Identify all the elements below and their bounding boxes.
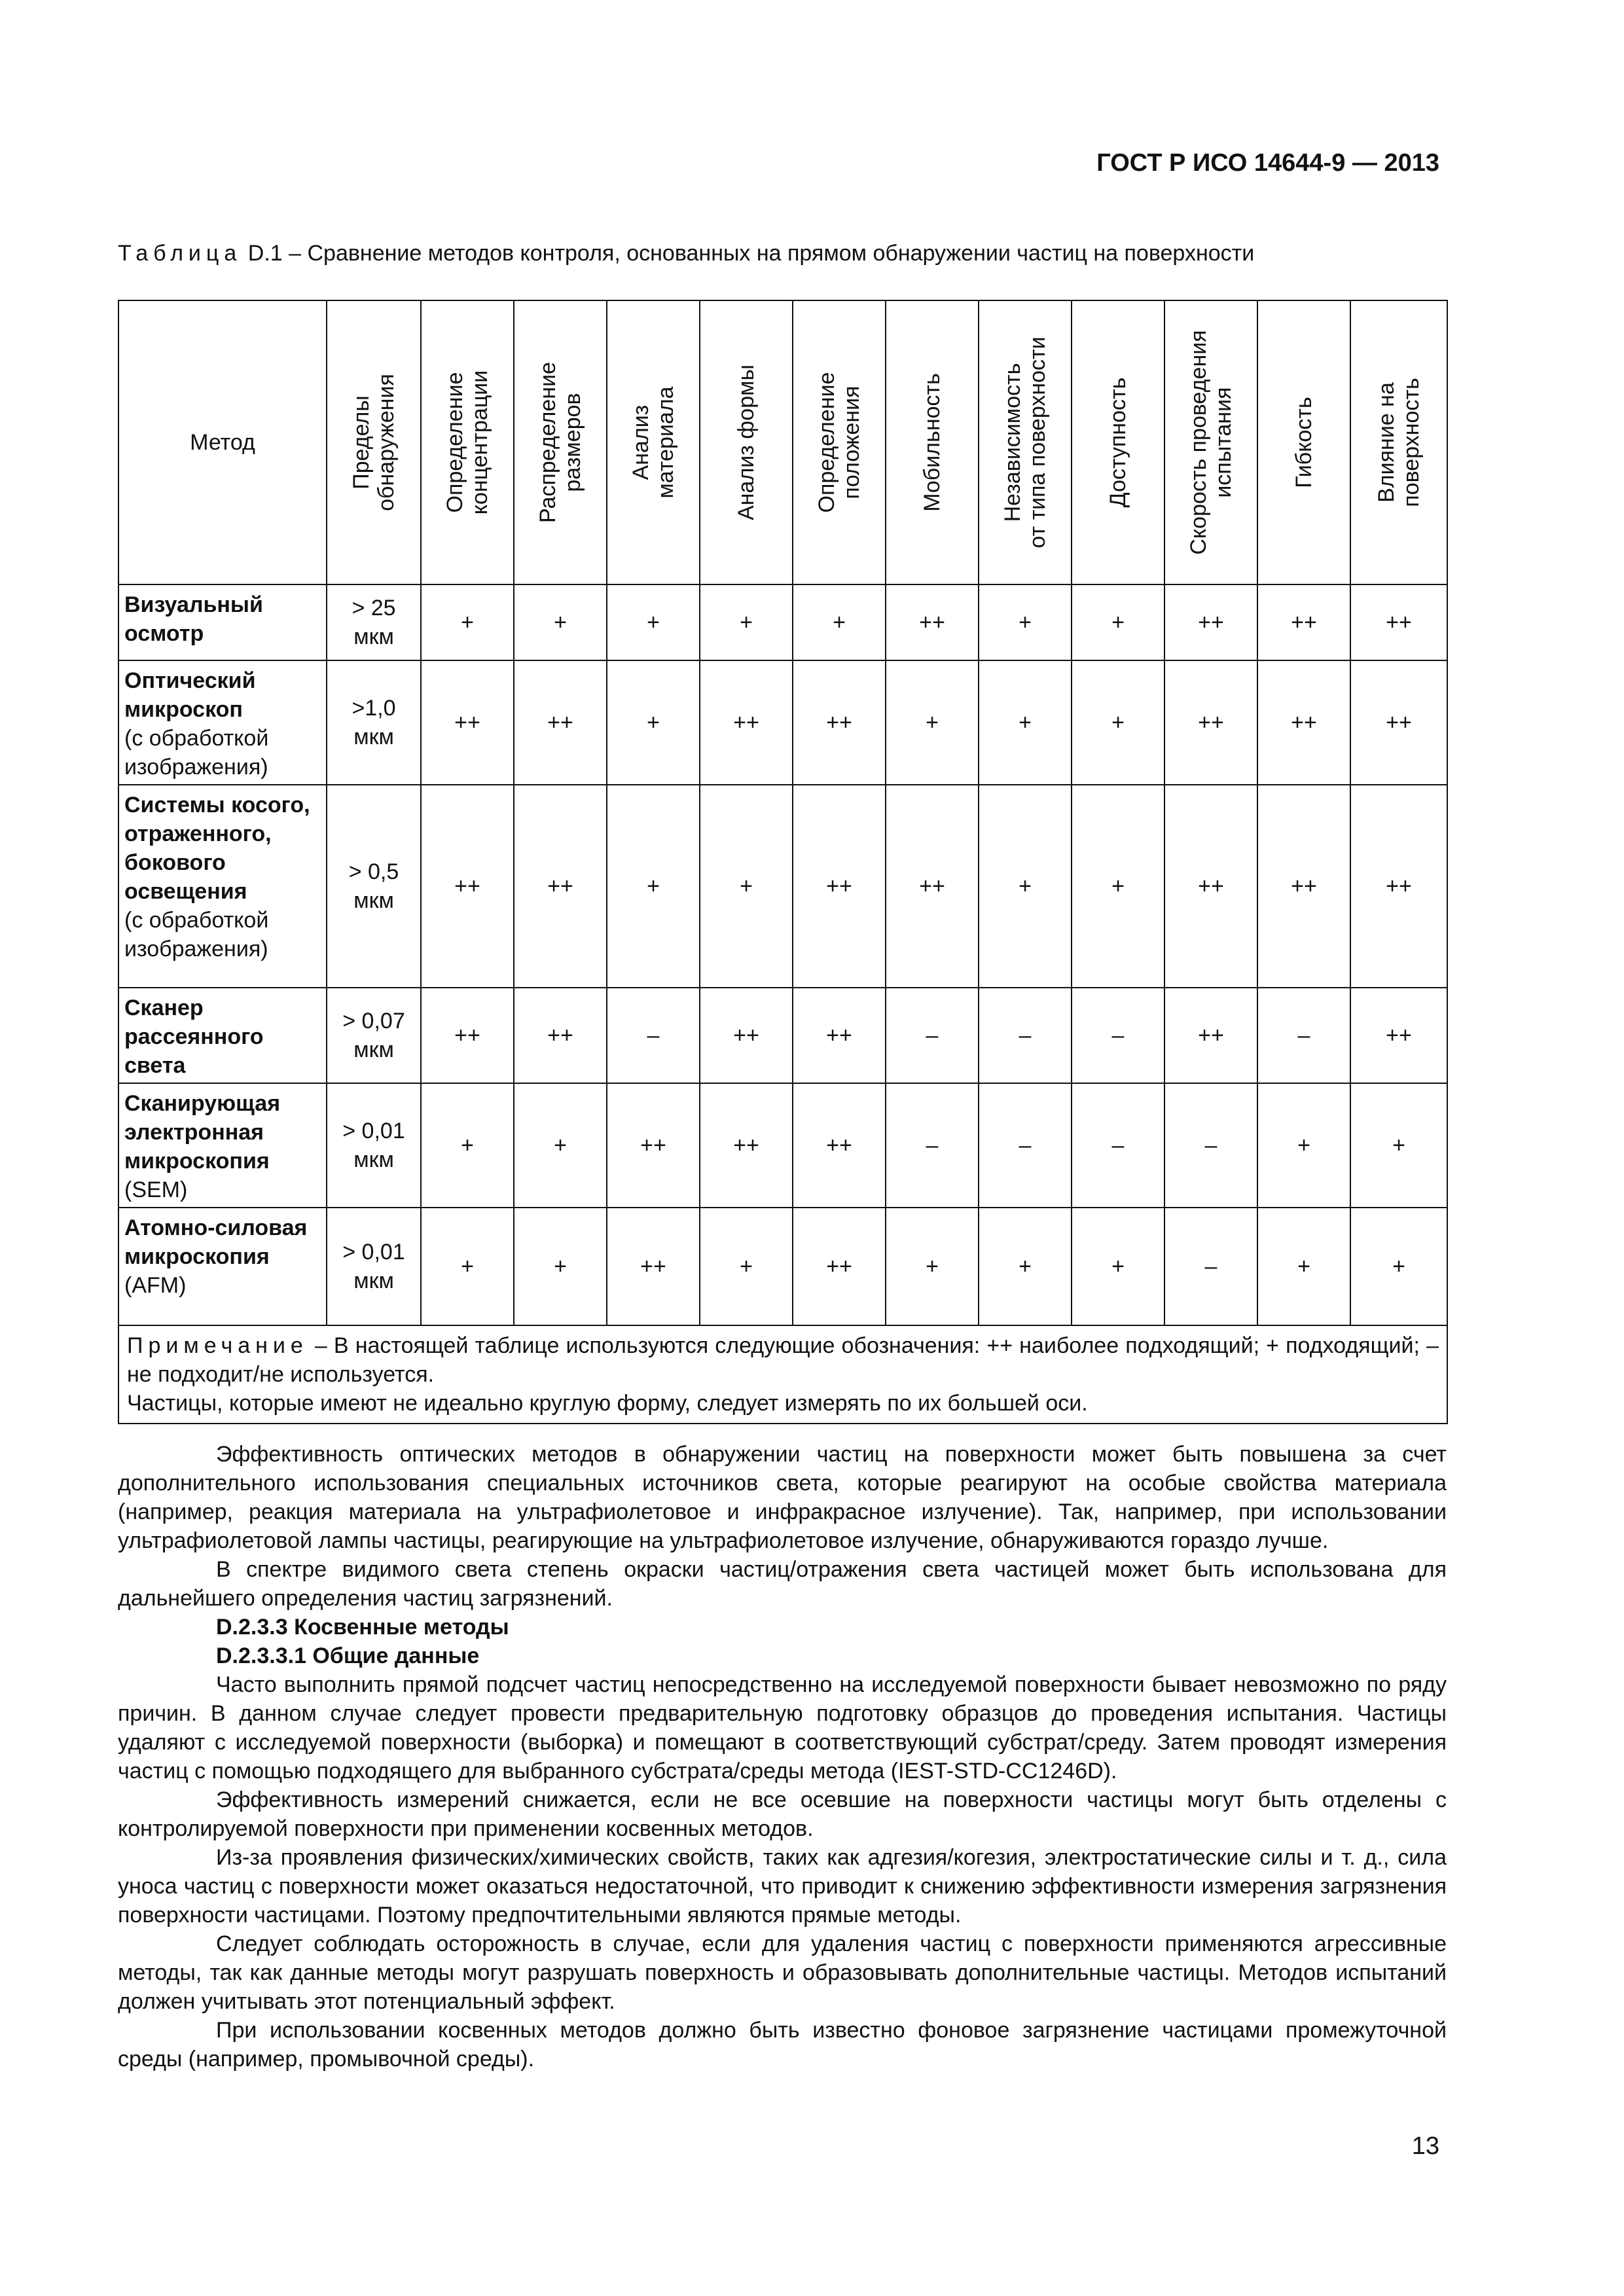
method-name: Оптический микроскоп — [124, 668, 256, 722]
page-number: 13 — [1411, 2132, 1439, 2160]
rating-cell: + — [421, 1083, 514, 1208]
rating-cell: – — [979, 988, 1072, 1083]
rating-cell: – — [886, 988, 979, 1083]
rating-cell: + — [793, 584, 886, 660]
rating-cell: + — [700, 584, 793, 660]
rating-cell: ++ — [421, 988, 514, 1083]
rating-cell: + — [421, 1208, 514, 1325]
method-cell — [118, 988, 327, 1083]
table-row — [118, 1083, 1447, 1208]
method-name: Визуальный осмотр — [124, 592, 263, 646]
caption-title: – Сравнение методов контроля, основанных на прямом обнаружении частиц на поверхности — [289, 241, 1255, 266]
rating-cell: + — [979, 785, 1072, 988]
rating-cell: ++ — [1164, 584, 1257, 660]
rating-cell: ++ — [1350, 584, 1447, 660]
rating-cell: – — [979, 1083, 1072, 1208]
rating-cell: ++ — [607, 1083, 700, 1208]
rating-cell: + — [1257, 1208, 1350, 1325]
column-header: Анализ материала — [607, 300, 700, 584]
rating-cell: + — [514, 1083, 607, 1208]
rating-cell: ++ — [1164, 660, 1257, 785]
table-row — [118, 785, 1447, 988]
rating-cell: ++ — [514, 785, 607, 988]
paragraph: Из-за проявления физических/химических свойств, таких как адгезия/когезия, электростатические силы и т. д., сила уноса частиц с поверхности может оказаться недостаточной, что приводит к снижению эффективности измерения загрязнения поверхности частицами. Поэтому предпочтительными являются прямые методы. — [118, 1845, 1447, 1928]
detection-limit-cell: > 0,01 мкм — [327, 1083, 421, 1208]
rating-cell: – — [1072, 1083, 1164, 1208]
method-note: (с обработкой изображения) — [124, 908, 269, 961]
body-text — [118, 1440, 1447, 2073]
rating-cell: + — [607, 584, 700, 660]
paragraph: Эффективность оптических методов в обнаружении частиц на поверхности может быть повышена за счет дополнительного использования специальных источников света, которые реагируют на особые свойства материала (например, реакция материала на ультрафиолетовое и инфракрасное излучение). Так, например, при использовании ультрафиолетовой лампы частицы, реагирующие на ультрафиолетовое излучение, обнаруживаются гораздо лучше. — [118, 1442, 1447, 1553]
column-header: Независимость от типа поверхности — [979, 300, 1072, 584]
rating-cell: – — [886, 1083, 979, 1208]
rating-cell: + — [1072, 584, 1164, 660]
rating-cell: ++ — [793, 785, 886, 988]
column-header: Определение концентрации — [421, 300, 514, 584]
detection-limit-cell: > 25 мкм — [327, 584, 421, 660]
rating-cell: ++ — [1350, 660, 1447, 785]
rating-cell: + — [979, 660, 1072, 785]
table-row — [118, 988, 1447, 1083]
method-note: (AFM) — [124, 1273, 187, 1298]
paragraph: При использовании косвенных методов должно быть известно фоновое загрязнение частицами промежуточной среды (например, промывочной среды). — [118, 2018, 1447, 2072]
note-label: Примечание — [127, 1333, 308, 1358]
rating-cell: + — [700, 1208, 793, 1325]
column-header: Влияние на поверхность — [1350, 300, 1447, 584]
detection-limit-cell: > 0,07 мкм — [327, 988, 421, 1083]
rating-cell: – — [1072, 988, 1164, 1083]
rating-cell: ++ — [700, 1083, 793, 1208]
rating-cell: ++ — [793, 988, 886, 1083]
caption-label: Таблица — [118, 241, 242, 266]
rating-cell: + — [1350, 1083, 1447, 1208]
note-text: – В настоящей таблице используются следующие обозначения: ++ наиболее подходящий; + подходящий; – не подходит/не используется. — [127, 1333, 1439, 1387]
method-column-header: Метод — [118, 300, 327, 584]
rating-cell: – — [1257, 988, 1350, 1083]
rating-cell: ++ — [793, 1208, 886, 1325]
rating-cell: ++ — [514, 988, 607, 1083]
rating-cell: + — [700, 785, 793, 988]
table-caption — [118, 241, 1254, 266]
rating-cell: – — [607, 988, 700, 1083]
rating-cell: + — [979, 1208, 1072, 1325]
rating-cell: + — [607, 785, 700, 988]
rating-cell: ++ — [421, 660, 514, 785]
rating-cell: ++ — [514, 660, 607, 785]
rating-cell: ++ — [700, 988, 793, 1083]
rating-cell: ++ — [700, 660, 793, 785]
rating-cell: + — [886, 1208, 979, 1325]
rating-cell: ++ — [1164, 785, 1257, 988]
rating-cell: ++ — [607, 1208, 700, 1325]
subsection-heading: D.2.3.3.1 Общие данные — [216, 1643, 480, 1668]
rating-cell: + — [514, 584, 607, 660]
note-line2: Частицы, которые имеют не идеально круглую форму, следует измерять по их большей оси. — [127, 1391, 1088, 1416]
rating-cell: ++ — [1257, 584, 1350, 660]
rating-cell: ++ — [793, 1083, 886, 1208]
method-name: Атомно-силовая микроскопия — [124, 1215, 308, 1269]
method-note: (с обработкой изображения) — [124, 726, 269, 780]
column-header: Доступность — [1072, 300, 1164, 584]
paragraph: В спектре видимого света степень окраски частиц/отражения света частицей может быть использована для дальнейшего определения частиц загрязнений. — [118, 1557, 1447, 1611]
column-header: Гибкость — [1257, 300, 1350, 584]
rating-cell: + — [1350, 1208, 1447, 1325]
table-note-row — [118, 1325, 1447, 1424]
paragraph: Часто выполнить прямой подсчет частиц непосредственно на исследуемой поверхности бывает невозможно по ряду причин. В данном случае следует провести предварительную подготовку образцов до проведения испытания. Частицы удаляют с исследуемой поверхности (выборка) и помещают в соответствующий субстрат/среду. Затем проводят измерения частиц с помощью подходящего для выбранного субстрата/среды метода (IEST-STD-CC1246D). — [118, 1672, 1447, 1784]
rating-cell: + — [1072, 1208, 1164, 1325]
rating-cell: – — [1164, 1208, 1257, 1325]
standard-header: ГОСТ Р ИСО 14644-9 — 2013 — [1096, 149, 1439, 177]
paragraph: Следует соблюдать осторожность в случае, если для удаления частиц с поверхности применяются агрессивные методы, так как данные методы могут разрушать поверхность и образовывать дополнительные частицы. Методов испытаний должен учитывать этот потенциальный эффект. — [118, 1931, 1447, 2014]
column-header: Мобильность — [886, 300, 979, 584]
column-header: Анализ формы — [700, 300, 793, 584]
paragraph: Эффективность измерений снижается, если не все осевшие на поверхности частицы могут быть отделены с контролируемой поверхности при применении косвенных методов. — [118, 1787, 1447, 1841]
method-cell — [118, 1083, 327, 1208]
rating-cell: + — [979, 584, 1072, 660]
method-name: Системы косого, отраженного, бокового освещения — [124, 793, 310, 904]
rating-cell: ++ — [886, 584, 979, 660]
rating-cell: + — [886, 660, 979, 785]
column-header: Пределы обнаружения — [327, 300, 421, 584]
rating-cell: ++ — [1164, 988, 1257, 1083]
table-row — [118, 1208, 1447, 1325]
rating-cell: ++ — [793, 660, 886, 785]
detection-limit-cell: > 0,01 мкм — [327, 1208, 421, 1325]
rating-cell: ++ — [421, 785, 514, 988]
rating-cell: ++ — [1257, 785, 1350, 988]
table-note — [118, 1325, 1447, 1424]
rating-cell: + — [421, 584, 514, 660]
rating-cell: + — [1072, 660, 1164, 785]
rating-cell: – — [1164, 1083, 1257, 1208]
table-header-row — [118, 300, 1447, 584]
detection-limit-cell: >1,0 мкм — [327, 660, 421, 785]
column-header: Распределение размеров — [514, 300, 607, 584]
rating-cell: + — [1257, 1083, 1350, 1208]
rating-cell: ++ — [1350, 785, 1447, 988]
detection-limit-cell: > 0,5 мкм — [327, 785, 421, 988]
method-cell — [118, 785, 327, 988]
caption-number: D.1 — [247, 241, 283, 266]
rating-cell: ++ — [1257, 660, 1350, 785]
section-heading: D.2.3.3 Косвенные методы — [216, 1615, 509, 1640]
method-name: Сканер рассеянного света — [124, 996, 264, 1078]
rating-cell: + — [514, 1208, 607, 1325]
column-header: Определение положения — [793, 300, 886, 584]
method-cell — [118, 660, 327, 785]
comparison-table — [118, 300, 1448, 1424]
rating-cell: + — [607, 660, 700, 785]
column-header: Скорость проведения испытания — [1164, 300, 1257, 584]
rating-cell: ++ — [886, 785, 979, 988]
table-row — [118, 660, 1447, 785]
method-note: (SEM) — [124, 1177, 188, 1202]
table-row — [118, 584, 1447, 660]
rating-cell: + — [1072, 785, 1164, 988]
method-cell — [118, 1208, 327, 1325]
method-name: Сканирующая электронная микроскопия — [124, 1091, 281, 1174]
method-cell — [118, 584, 327, 660]
rating-cell: ++ — [1350, 988, 1447, 1083]
